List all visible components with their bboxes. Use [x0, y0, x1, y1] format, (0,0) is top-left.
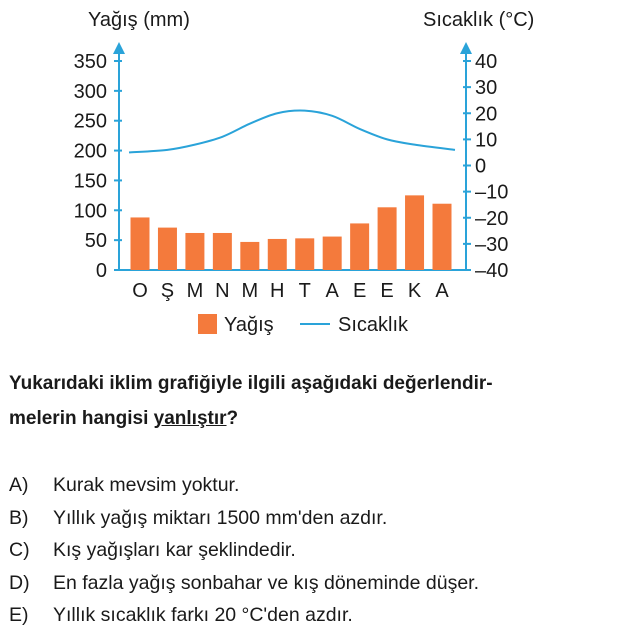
question-line-2 — [9, 401, 621, 436]
x-tick-label: N — [215, 280, 230, 302]
left-tick-label: 0 — [95, 260, 107, 282]
option-b[interactable] — [9, 502, 621, 535]
precipitation-bar — [158, 228, 177, 270]
x-tick-label: E — [352, 280, 367, 302]
question-line-2-start: melerin hangisi — [9, 408, 154, 429]
x-tick-label: M — [241, 280, 259, 302]
left-tick-label: 250 — [73, 110, 107, 133]
option-text: En fazla yağış sonbahar ve kış döneminde düşer. — [53, 571, 480, 594]
precipitation-bar — [131, 217, 150, 270]
left-tick-label: 100 — [73, 200, 107, 223]
question-end: ? — [226, 408, 239, 429]
left-axis-arrow — [113, 42, 125, 54]
right-tick-label: –10 — [475, 181, 509, 204]
option-d[interactable] — [9, 567, 621, 600]
option-letter: A) — [9, 474, 29, 496]
question-line-1: Yukarıdaki iklim grafiğiyle ilgili aşağıdaki değerlendir- — [9, 373, 493, 394]
precipitation-bar — [350, 223, 369, 270]
option-letter: B) — [9, 506, 29, 529]
right-tick-label: 20 — [475, 103, 498, 126]
legend-bar-swatch — [198, 314, 217, 334]
right-axis-title: Sıcaklık (°C) — [423, 9, 535, 31]
x-tick-label: A — [325, 280, 339, 302]
option-letter: C) — [9, 539, 30, 561]
option-letter: E) — [9, 604, 29, 626]
right-tick-label: 0 — [475, 155, 487, 178]
x-tick-label: M — [186, 280, 204, 302]
option-text: Yıllık yağış miktarı 1500 mm'den azdır. — [53, 506, 388, 529]
precipitation-bar — [185, 233, 204, 270]
option-text: Yıllık sıcaklık farkı 20 °C'den azdır. — [53, 604, 353, 626]
x-tick-label: O — [132, 280, 148, 302]
right-tick-label: 40 — [475, 51, 498, 73]
left-axis-title: Yağış (mm) — [88, 9, 190, 31]
option-text: Kış yağışları kar şeklindedir. — [53, 539, 296, 561]
right-tick-label: 10 — [475, 129, 498, 152]
precipitation-bar — [295, 238, 314, 270]
precipitation-bar — [213, 233, 232, 270]
x-tick-label: T — [298, 280, 311, 302]
precipitation-bar — [323, 237, 342, 270]
legend-line-label: Sıcaklık — [338, 314, 409, 336]
right-axis-arrow — [460, 42, 472, 54]
x-tick-label: H — [270, 280, 285, 302]
option-c[interactable] — [9, 534, 621, 567]
x-tick-label: A — [435, 280, 449, 302]
temperature-line — [129, 111, 455, 153]
option-a[interactable] — [9, 469, 621, 502]
precipitation-bar — [240, 242, 259, 270]
question-emphasis: yanlıştır — [153, 408, 227, 429]
left-tick-label: 150 — [73, 170, 107, 193]
option-text: Kurak mevsim yoktur. — [53, 474, 240, 496]
right-tick-label: –40 — [475, 260, 509, 282]
left-tick-label: 350 — [73, 51, 107, 73]
left-tick-label: 50 — [84, 230, 107, 253]
option-letter: D) — [9, 571, 30, 594]
left-tick-label: 300 — [73, 80, 107, 103]
right-tick-label: –20 — [475, 207, 509, 230]
x-tick-label: K — [407, 280, 422, 302]
precipitation-bar — [433, 204, 452, 270]
question-text — [9, 366, 621, 436]
x-tick-label: Ş — [160, 280, 175, 302]
precipitation-bar — [268, 239, 287, 270]
answer-options — [9, 469, 621, 632]
precipitation-bar — [378, 207, 397, 270]
option-e[interactable] — [9, 599, 621, 632]
right-tick-label: –30 — [475, 233, 509, 256]
left-tick-label: 200 — [73, 140, 107, 163]
x-tick-label: E — [380, 280, 394, 302]
legend-bar-label: Yağış — [224, 314, 274, 336]
precipitation-bar — [405, 195, 424, 270]
right-tick-label: 30 — [475, 77, 498, 100]
